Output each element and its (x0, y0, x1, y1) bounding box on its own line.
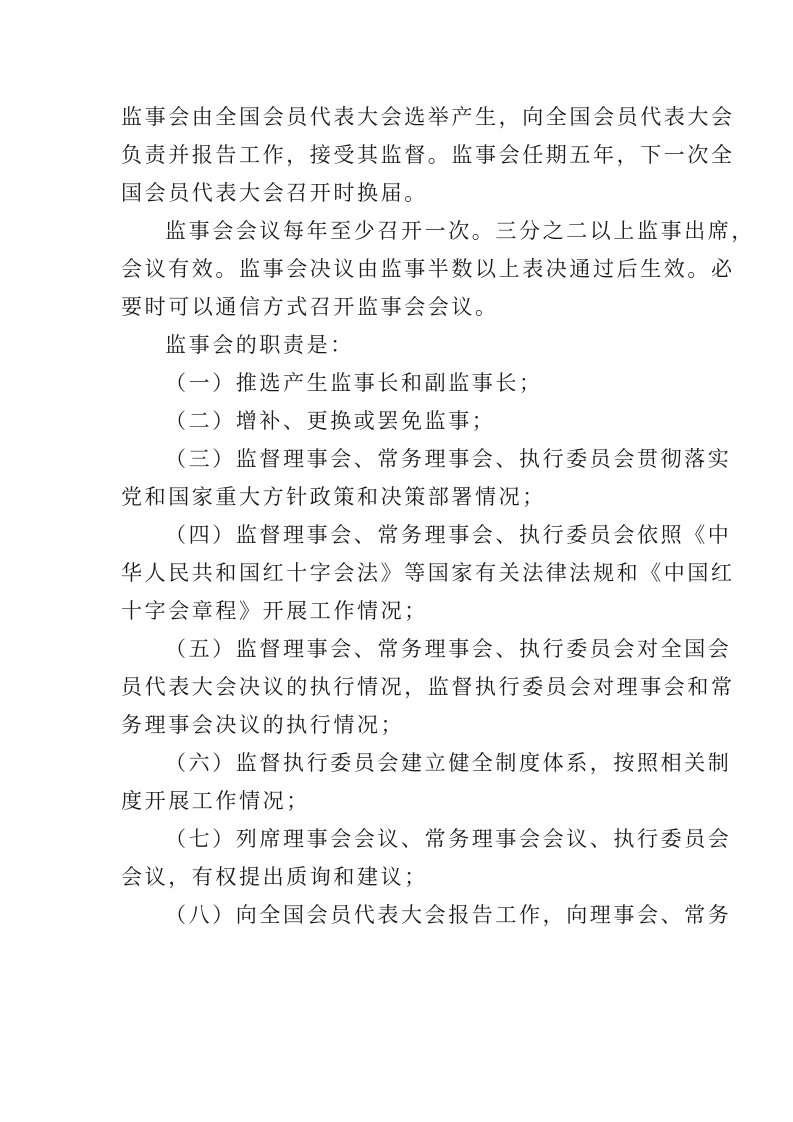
text-line: （六）监督执行委员会建立健全制度体系，按照相关制 (165, 751, 732, 775)
text-line: 国会员代表大会召开时换届。 (121, 181, 428, 205)
text-line: 十字会章程》开展工作情况； (121, 599, 428, 623)
text-line: 务理事会决议的执行情况； (121, 713, 405, 737)
text-line: （五）监督理事会、常务理事会、执行委员会对全国会 (165, 637, 732, 661)
text-line: 负责并报告工作，接受其监督。监事会任期五年，下一次全 (121, 143, 735, 167)
text-line: （三）监督理事会、常务理事会、执行委员会贯彻落实 (165, 447, 732, 471)
text-line: 员代表大会决议的执行情况，监督执行委员会对理事会和常 (121, 675, 735, 699)
text-line: 度开展工作情况； (121, 789, 310, 813)
text-line: （四）监督理事会、常务理事会、执行委员会依照《中 (165, 523, 732, 547)
text-line: 监事会由全国会员代表大会选举产生，向全国会员代表大会 (121, 105, 735, 129)
document-body (121, 98, 755, 934)
text-line: 监事会会议每年至少召开一次。三分之二以上监事出席， (165, 219, 755, 243)
text-line: 党和国家重大方针政策和决策部署情况； (121, 485, 546, 509)
text-line: （八）向全国会员代表大会报告工作，向理事会、常务 (165, 903, 732, 927)
text-line: 会议有效。监事会决议由监事半数以上表决通过后生效。必 (121, 257, 735, 281)
text-line: 华人民共和国红十字会法》等国家有关法律法规和《中国红 (121, 561, 735, 585)
text-line: 会议，有权提出质询和建议； (121, 865, 428, 889)
text-line: （二）增补、更换或罢免监事； (165, 409, 496, 433)
text-line: 监事会的职责是： (165, 333, 354, 357)
text-line: （七）列席理事会会议、常务理事会会议、执行委员会 (165, 827, 732, 851)
text-line: （一）推选产生监事长和副监事长； (165, 371, 543, 395)
text-line: 要时可以通信方式召开监事会会议。 (121, 295, 499, 319)
